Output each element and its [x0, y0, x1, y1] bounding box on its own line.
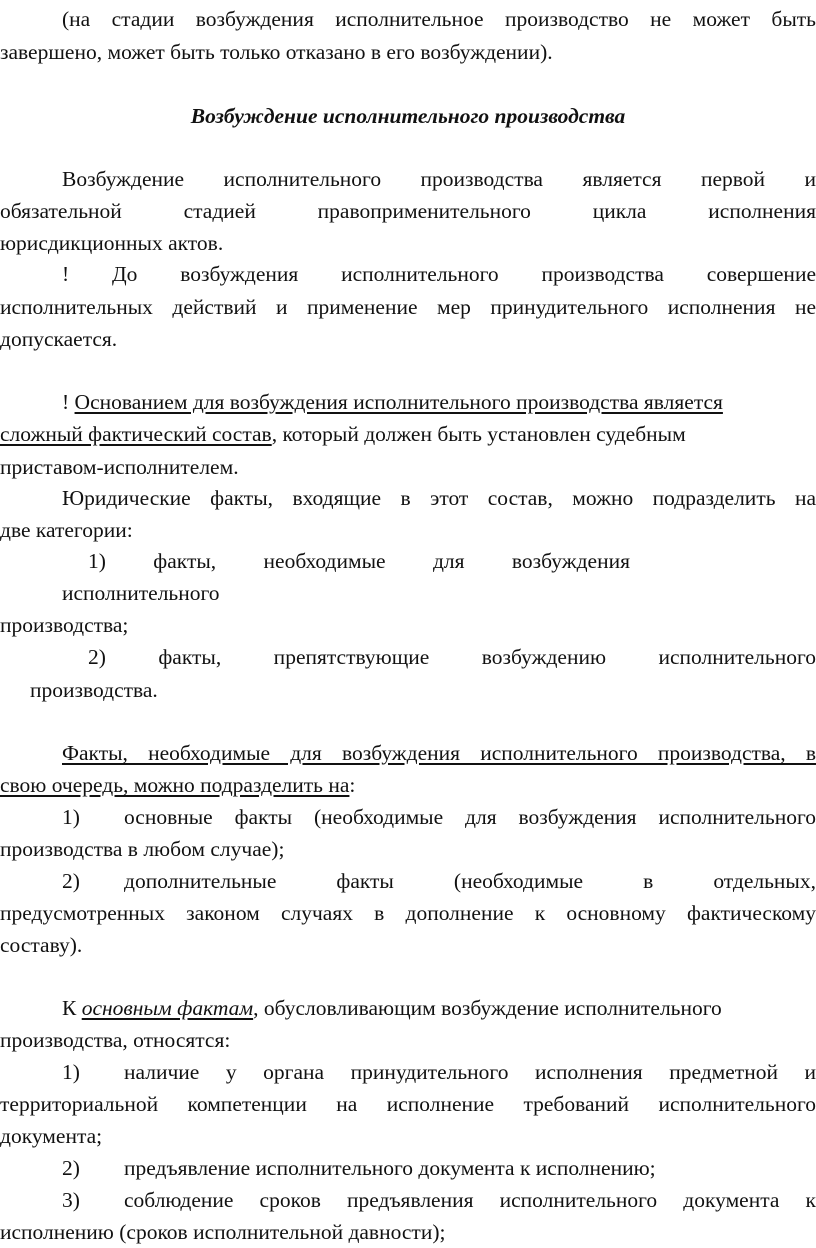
facts-item-1-cont: производства в любом случае);	[0, 837, 285, 861]
exclamation-mark: !	[62, 390, 75, 414]
p3-rest-2: , который должен быть установлен судебным	[271, 422, 686, 446]
category-item-1: 1) факты, необходимые для возбуждения	[88, 549, 630, 573]
p4-line-1: Юридические факты, входящие в этот состав, можно подразделить на	[62, 486, 816, 510]
basic-item-3-number: 3)	[62, 1188, 80, 1212]
basic-item-2-text: предъявление исполнительного документа к исполнению;	[124, 1156, 656, 1180]
p4-line-2: две категории:	[0, 518, 133, 542]
p6-prefix: К	[62, 996, 82, 1020]
intro-line-2: завершено, может быть только отказано в его возбуждении).	[0, 40, 553, 64]
p6-emphasis: основным фактам	[81, 996, 254, 1020]
basic-item-1	[0, 1056, 816, 1088]
p3-line-3: приставом-исполнителем.	[0, 455, 239, 479]
basic-item-2	[0, 1152, 816, 1184]
p1-line-1: Возбуждение исполнительного производства является первой и	[62, 167, 816, 191]
basic-item-1-end: документа;	[0, 1124, 103, 1148]
p2-line-2: исполнительных действий и применение мер принудительного исполнения не	[0, 295, 816, 319]
p3-underlined-2: сложный фактический состав	[0, 422, 272, 446]
facts-item-1-number: 1)	[62, 805, 80, 829]
p1-line-3: юрисдикционных актов.	[0, 231, 224, 255]
category-item-2: 2) факты, препятствующие возбуждению исполнительного	[88, 645, 816, 669]
facts-item-2-cont: предусмотренных законом случаях в дополнение к основному фактическому	[0, 901, 816, 925]
facts-item-2-end: составу).	[0, 933, 83, 957]
basic-item-3	[0, 1184, 816, 1216]
p6-rest: , обусловливающим возбуждение исполнительного	[253, 996, 722, 1020]
basic-item-3-text: соблюдение сроков предъявления исполнительного документа к	[124, 1188, 816, 1212]
category-item-1-cont: исполнительного	[62, 581, 220, 605]
p3-line-2	[0, 418, 816, 450]
p2-line-1: ! До возбуждения исполнительного производства совершение	[62, 262, 816, 286]
basic-item-3-cont: исполнению (сроков исполнительной давности);	[0, 1220, 446, 1244]
section-heading: Возбуждение исполнительного производства	[190, 104, 626, 128]
basic-item-1-text: наличие у органа принудительного исполнения предметной и	[124, 1060, 816, 1084]
basic-item-1-number: 1)	[62, 1060, 80, 1084]
basic-item-1-cont: территориальной компетенции на исполнение требований исполнительного	[0, 1092, 816, 1116]
p6-line-1	[62, 992, 816, 1024]
facts-item-2-number: 2)	[62, 869, 80, 893]
basic-item-2-number: 2)	[62, 1156, 80, 1180]
p2-line-3: допускается.	[0, 327, 118, 351]
category-item-2-cont: производства.	[30, 678, 158, 702]
p3-line-1	[62, 386, 816, 418]
facts-item-1	[0, 801, 816, 833]
p5-line-2	[0, 769, 816, 801]
p1-line-2: обязательной стадией правоприменительного цикла исполнения	[0, 199, 816, 223]
facts-item-1-text: основные факты (необходимые для возбуждения исполнительного	[124, 805, 816, 829]
facts-item-2	[0, 865, 816, 897]
intro-line-1: (на стадии возбуждения исполнительное производство не может быть	[62, 7, 816, 31]
category-item-1-end: производства;	[0, 613, 129, 637]
p5-line-1: Факты, необходимые для возбуждения исполнительного производства, в	[62, 741, 816, 765]
facts-item-2-text: дополнительные факты (необходимые в отдельных,	[124, 869, 816, 893]
p5-underlined-2: свою очередь, можно подразделить на	[0, 773, 350, 797]
p6-line-2: производства, относятся:	[0, 1028, 231, 1052]
p3-underlined-1: Основанием для возбуждения исполнительного производства является	[74, 390, 723, 414]
p5-colon: :	[349, 773, 356, 797]
